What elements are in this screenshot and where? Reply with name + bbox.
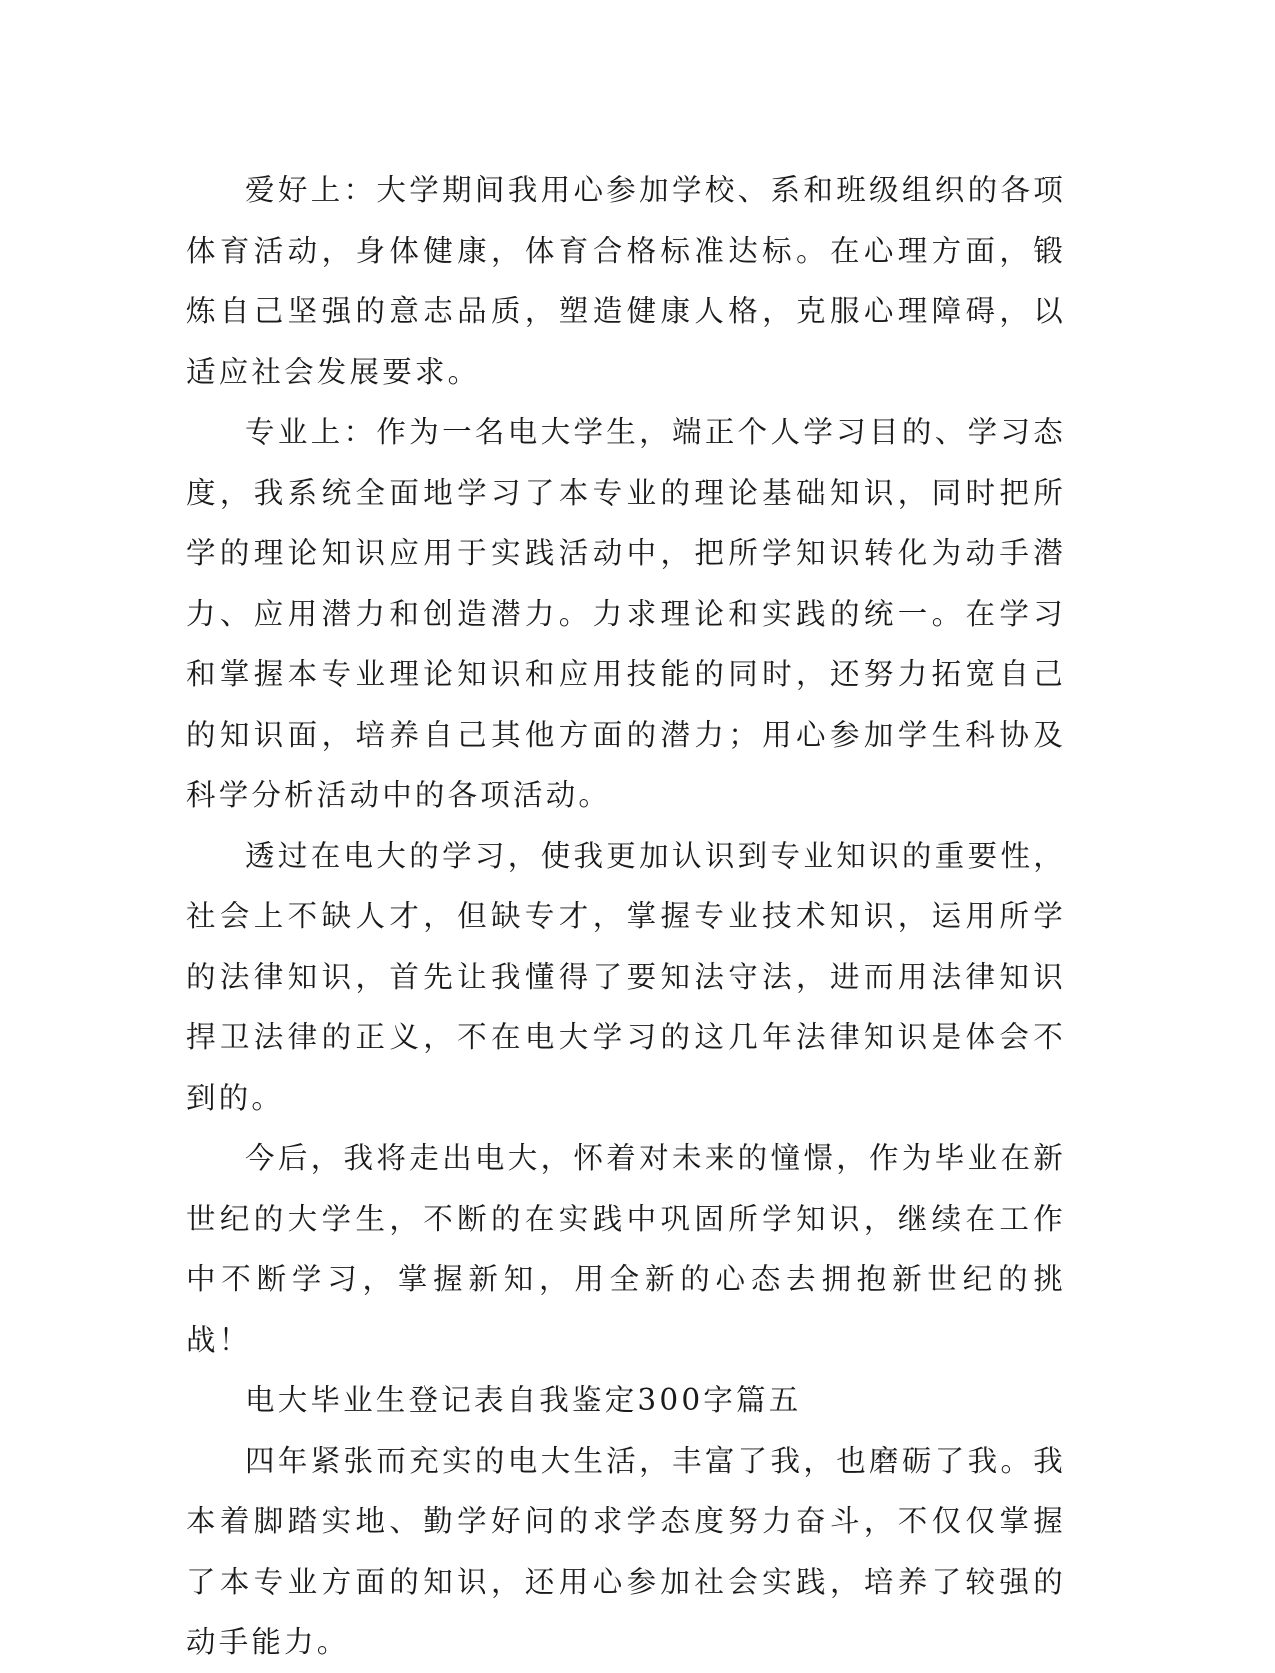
section-heading: 电大毕业生登记表自我鉴定300字篇五 bbox=[245, 1383, 802, 1417]
paragraph-four-years: 四年紧张而充实的电大生活，丰富了我，也磨砺了我。我本着脚踏实地、勤学好问的求学态度努力奋斗，不仅仅掌握了本专业方面的知识，还用心参加社会实践，培养了较强的动手能力。 bbox=[186, 1443, 1066, 1659]
paragraph-major: 专业上：作为一名电大学生，端正个人学习目的、学习态度，我系统全面地学习了本专业的理论基础知识，同时把所学的理论知识应用于实践活动中，把所学知识转化为动手潜力、应用潜力和创造潜力。力求理论和实践的统一。在学习和掌握本专业理论知识和应用技能的同时，还努力拓宽自己的知识面，培养自己其他方面的潜力；用心参加学生科协及科学分析活动中的各项活动。 bbox=[186, 415, 1066, 812]
paragraph-future: 今后，我将走出电大，怀着对未来的憧憬，作为毕业在新世纪的大学生，不断的在实践中巩固所学知识，继续在工作中不断学习，掌握新知，用全新的心态去拥抱新世纪的挑战！ bbox=[186, 1141, 1066, 1357]
paragraph-hobbies: 爱好上：大学期间我用心参加学校、系和班级组织的各项体育活动，身体健康，体育合格标准达标。在心理方面，锻炼自己坚强的意志品质，塑造健康人格，克服心理障碍，以适应社会发展要求。 bbox=[186, 173, 1066, 389]
paragraph-study-reflection: 透过在电大的学习，使我更加认识到专业知识的重要性，社会上不缺人才，但缺专才，掌握专业技术知识，运用所学的法律知识，首先让我懂得了要知法守法，进而用法律知识捍卫法律的正义，不在电大学习的这几年法律知识是体会不到的。 bbox=[186, 838, 1066, 1115]
document-body bbox=[186, 160, 1066, 1673]
